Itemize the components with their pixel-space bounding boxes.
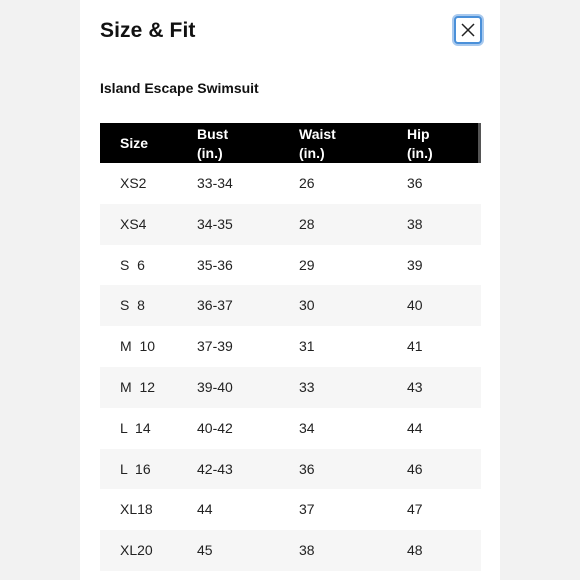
table-row: [100, 408, 481, 449]
header-bust: Bust (in.): [197, 126, 229, 161]
table-row: [100, 489, 481, 530]
cell-bust: 36-37: [197, 297, 233, 314]
cell-size: L 16: [120, 460, 151, 477]
cell-size: XL18: [120, 501, 153, 518]
table-row: [100, 530, 481, 571]
cell-hip: 48: [407, 542, 423, 559]
cell-hip: 46: [407, 460, 423, 477]
header-size: Size: [120, 135, 149, 151]
table-row: [100, 449, 481, 490]
cell-size: XS2: [120, 175, 147, 191]
cell-size: M 12: [120, 378, 156, 395]
cell-size: M 10: [120, 338, 156, 355]
cell-size: XS4: [120, 215, 147, 232]
cell-waist: 33: [299, 378, 315, 395]
cell-hip: 39: [407, 256, 423, 273]
table-row: [100, 367, 481, 408]
cell-size: L 14: [120, 419, 151, 436]
close-button[interactable]: [454, 16, 482, 44]
cell-waist: 29: [299, 256, 315, 273]
cell-waist: 36: [299, 460, 315, 477]
cell-hip: 38: [407, 215, 423, 232]
cell-bust: 44: [197, 501, 213, 518]
size-fit-dialog: [80, 0, 500, 580]
table-row: [100, 204, 481, 245]
cell-waist: 38: [299, 542, 315, 559]
table-row: [100, 326, 481, 367]
cell-size: XL20: [120, 542, 153, 559]
cell-hip: 47: [407, 501, 423, 518]
cell-hip: 43: [407, 378, 423, 395]
table-scroll-edge: [478, 123, 481, 163]
header-hip: Hip (in.): [407, 126, 433, 161]
cell-bust: 40-42: [197, 419, 233, 436]
cell-waist: 34: [299, 419, 315, 436]
table-row: [100, 163, 481, 204]
table-row: [100, 285, 481, 326]
cell-bust: 33-34: [197, 175, 233, 191]
dialog-title: Size & Fit: [100, 19, 196, 42]
size-chart-table: [100, 123, 481, 571]
cell-bust: 37-39: [197, 338, 233, 355]
cell-bust: 35-36: [197, 256, 233, 273]
close-icon: [461, 23, 475, 37]
cell-waist: 28: [299, 215, 315, 232]
cell-waist: 37: [299, 501, 315, 518]
product-name: Island Escape Swimsuit: [100, 80, 259, 96]
cell-bust: 42-43: [197, 460, 233, 477]
cell-waist: 31: [299, 338, 315, 355]
cell-bust: 45: [197, 542, 213, 559]
cell-bust: 39-40: [197, 378, 233, 395]
cell-size: S 8: [120, 297, 145, 314]
table-header-row: [100, 123, 481, 163]
cell-bust: 34-35: [197, 215, 233, 232]
table-row: [100, 245, 481, 286]
cell-hip: 41: [407, 338, 423, 355]
cell-hip: 36: [407, 175, 423, 191]
header-waist: Waist (in.): [299, 126, 336, 161]
cell-size: S 6: [120, 256, 145, 273]
cell-hip: 44: [407, 419, 423, 436]
cell-waist: 26: [299, 175, 315, 191]
cell-waist: 30: [299, 297, 315, 314]
cell-hip: 40: [407, 297, 423, 314]
